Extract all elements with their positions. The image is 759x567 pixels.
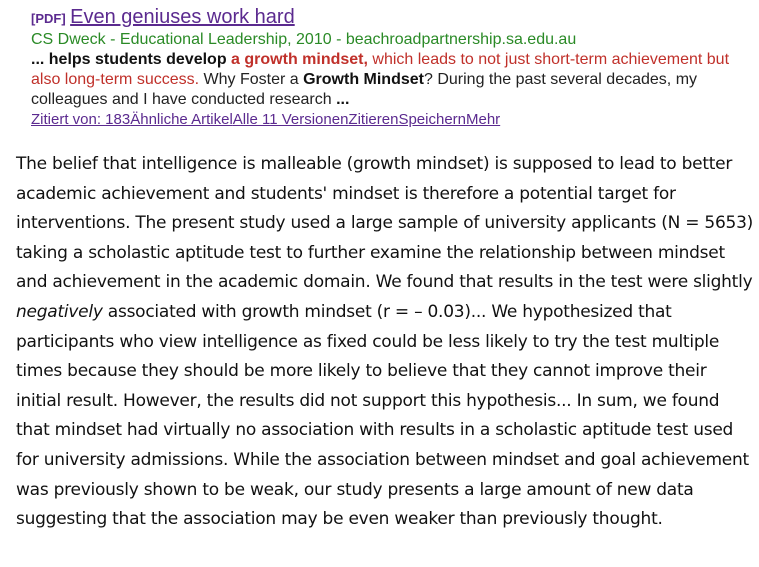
abstract-paragraph xyxy=(16,150,754,535)
save-link[interactable]: Speichern xyxy=(398,111,466,128)
abstract-text-part2: associated with growth mindset (r = – 0.03)... We hypothesized that participants who view intelligence as fixed could be less likely to try the test multiple times because they should be more likely to believe that they cannot improve their initial result. However, the results did not support this hypothesis... In sum, we found that mindset had virtually no association with results in a scholastic aptitude test used for university admissions. While the association between mindset and goal achievement was previously shown to be weak, our study presents a large amount of new data suggesting that the association may be even weaker than previously thought. xyxy=(16,301,749,530)
abstract-text-part1: The belief that intelligence is malleable (growth mindset) is supposed to lead to better academic achievement and students' mindset is therefore a potential target for interventions. The present study used a large sample of university applicants (N = 5653) taking a scholastic aptitude test to further examine the relationship between mindset and achievement in the academic domain. We found that results in the test were slightly xyxy=(16,154,754,293)
abstract-text xyxy=(16,150,754,535)
result-title-link[interactable]: Even geniuses work hard xyxy=(70,6,295,28)
result-links xyxy=(31,110,751,130)
cite-link[interactable]: Zitieren xyxy=(348,111,399,128)
snippet-ellipsis: ... xyxy=(336,91,350,108)
more-link[interactable]: Mehr xyxy=(466,111,501,128)
result-snippet xyxy=(31,50,751,110)
all-versions-link[interactable]: Alle 11 Versionen xyxy=(232,111,349,128)
cited-by-link[interactable]: Zitiert von: 183 xyxy=(31,111,131,128)
snippet-red-text: which leads to not just short-term achievement but also long-term success. xyxy=(31,51,730,88)
abstract-emphasis: negatively xyxy=(16,301,103,322)
search-result xyxy=(31,6,751,130)
pdf-tag[interactable]: [PDF] xyxy=(31,11,66,26)
result-title-line xyxy=(31,6,751,30)
result-meta: CS Dweck - Educational Leadership, 2010 - beachroadpartnership.sa.edu.au xyxy=(31,31,577,48)
snippet-highlight: Growth Mindset xyxy=(303,71,424,88)
snippet-text: Why Foster a xyxy=(199,71,304,88)
snippet-highlight: a growth mindset, xyxy=(231,51,368,68)
snippet-text: ? During the past several decades, my colleagues and I have conducted research xyxy=(31,71,698,108)
snippet-text: ... helps students develop xyxy=(31,51,227,68)
similar-articles-link[interactable]: Ähnliche Artikel xyxy=(130,111,233,128)
